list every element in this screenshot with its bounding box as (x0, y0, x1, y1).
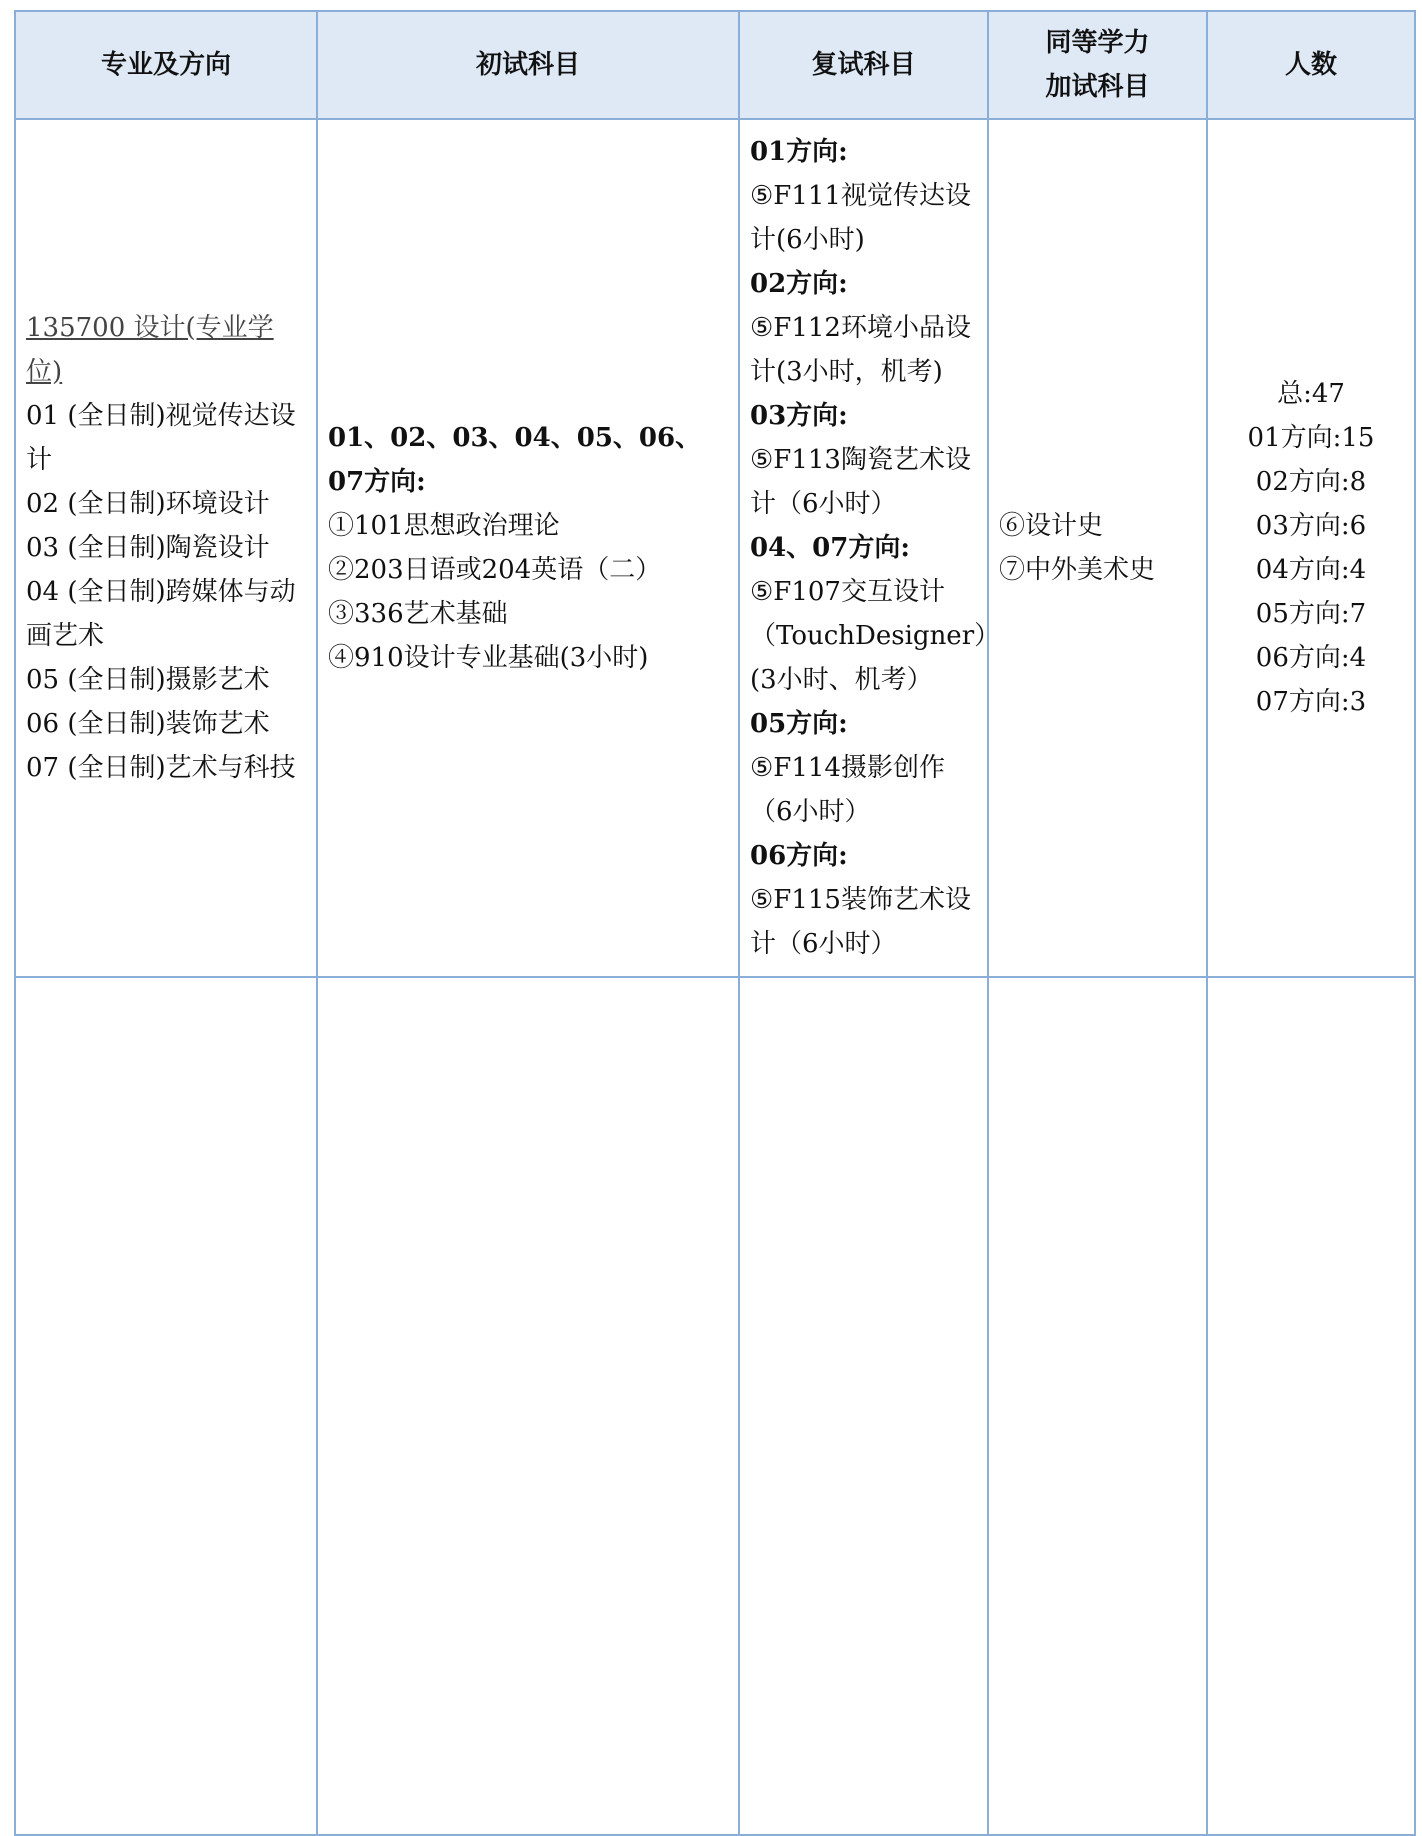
retest-subject: ⑤F111视觉传达设计(6小时) (750, 181, 971, 255)
direction-item: 05 (全日制)摄影艺术 (26, 665, 270, 695)
retest-subject: ⑤F115装饰艺术设计（6小时） (750, 885, 971, 959)
direction-item: 03 (全日制)陶瓷设计 (26, 533, 270, 563)
retest-heading: 03方向: (750, 401, 848, 431)
equivalent-exam-subject: ⑥设计史 (999, 511, 1104, 541)
retest-subject-cont: （6小时） (750, 797, 871, 827)
equivalent-exam-cell (988, 119, 1207, 977)
direction-item: 04 (全日制)跨媒体与动画艺术 (26, 577, 296, 651)
header-equivalent-exam (988, 11, 1207, 119)
header-major: 专业及方向 (15, 11, 317, 119)
retest-subject: ⑤F107交互设计 (750, 577, 945, 607)
quota-total: 总:47 (1277, 379, 1345, 409)
retest-subject-cont: （TouchDesigner） (750, 621, 1001, 651)
direction-item: 07 (全日制)艺术与科技 (26, 753, 296, 783)
header-equivalent-line1: 同等学力 (1045, 28, 1150, 58)
quota-item: 01方向:15 (1247, 423, 1375, 453)
retest-heading: 04、07方向: (750, 533, 910, 563)
table-row-next-partial (15, 977, 1415, 1835)
quota-item: 06方向:4 (1255, 643, 1367, 673)
quota-item: 05方向:7 (1255, 599, 1367, 629)
quota-item: 04方向:4 (1255, 555, 1367, 585)
quota-item: 07方向:3 (1255, 687, 1367, 717)
major-title: 135700 设计(专业学位) (26, 313, 274, 387)
quota-item: 03方向:6 (1255, 511, 1367, 541)
direction-item: 06 (全日制)装饰艺术 (26, 709, 270, 739)
initial-exam-subject: ③336艺术基础 (328, 599, 508, 629)
initial-exam-subject: ②203日语或204英语（二） (328, 555, 662, 585)
equivalent-exam-subject: ⑦中外美术史 (999, 555, 1156, 585)
retest-heading: 01方向: (750, 137, 848, 167)
quota-item: 02方向:8 (1255, 467, 1367, 497)
direction-item: 01 (全日制)视觉传达设计 (26, 401, 296, 475)
quota-cell (1207, 119, 1415, 977)
header-row (15, 11, 1415, 119)
retest-subject: ⑤F113陶瓷艺术设计（6小时） (750, 445, 971, 519)
next-row-cell (988, 977, 1207, 1835)
table-row (15, 119, 1415, 977)
next-row-cell (317, 977, 739, 1835)
next-row-cell (15, 977, 317, 1835)
next-row-cell (739, 977, 988, 1835)
major-cell (15, 119, 317, 977)
initial-exam-subject: ①101思想政治理论 (328, 511, 560, 541)
header-quota: 人数 (1207, 11, 1415, 119)
retest-heading: 06方向: (750, 841, 848, 871)
header-equivalent-line2: 加试科目 (1045, 72, 1150, 102)
retest-subject: ⑤F112环境小品设计(3小时，机考) (750, 313, 971, 387)
admission-table (14, 10, 1416, 1836)
initial-exam-cell (317, 119, 739, 977)
next-row-cell (1207, 977, 1415, 1835)
initial-exam-heading: 01、02、03、04、05、06、07方向: (328, 423, 702, 497)
retest-subject: ⑤F114摄影创作 (750, 753, 945, 783)
direction-item: 02 (全日制)环境设计 (26, 489, 270, 519)
header-retest: 复试科目 (739, 11, 988, 119)
retest-subject-cont: (3小时、机考） (750, 665, 933, 695)
retest-cell (739, 119, 1001, 977)
retest-heading: 02方向: (750, 269, 848, 299)
header-initial-exam: 初试科目 (317, 11, 739, 119)
initial-exam-subject: ④910设计专业基础(3小时) (328, 643, 649, 673)
retest-heading: 05方向: (750, 709, 848, 739)
